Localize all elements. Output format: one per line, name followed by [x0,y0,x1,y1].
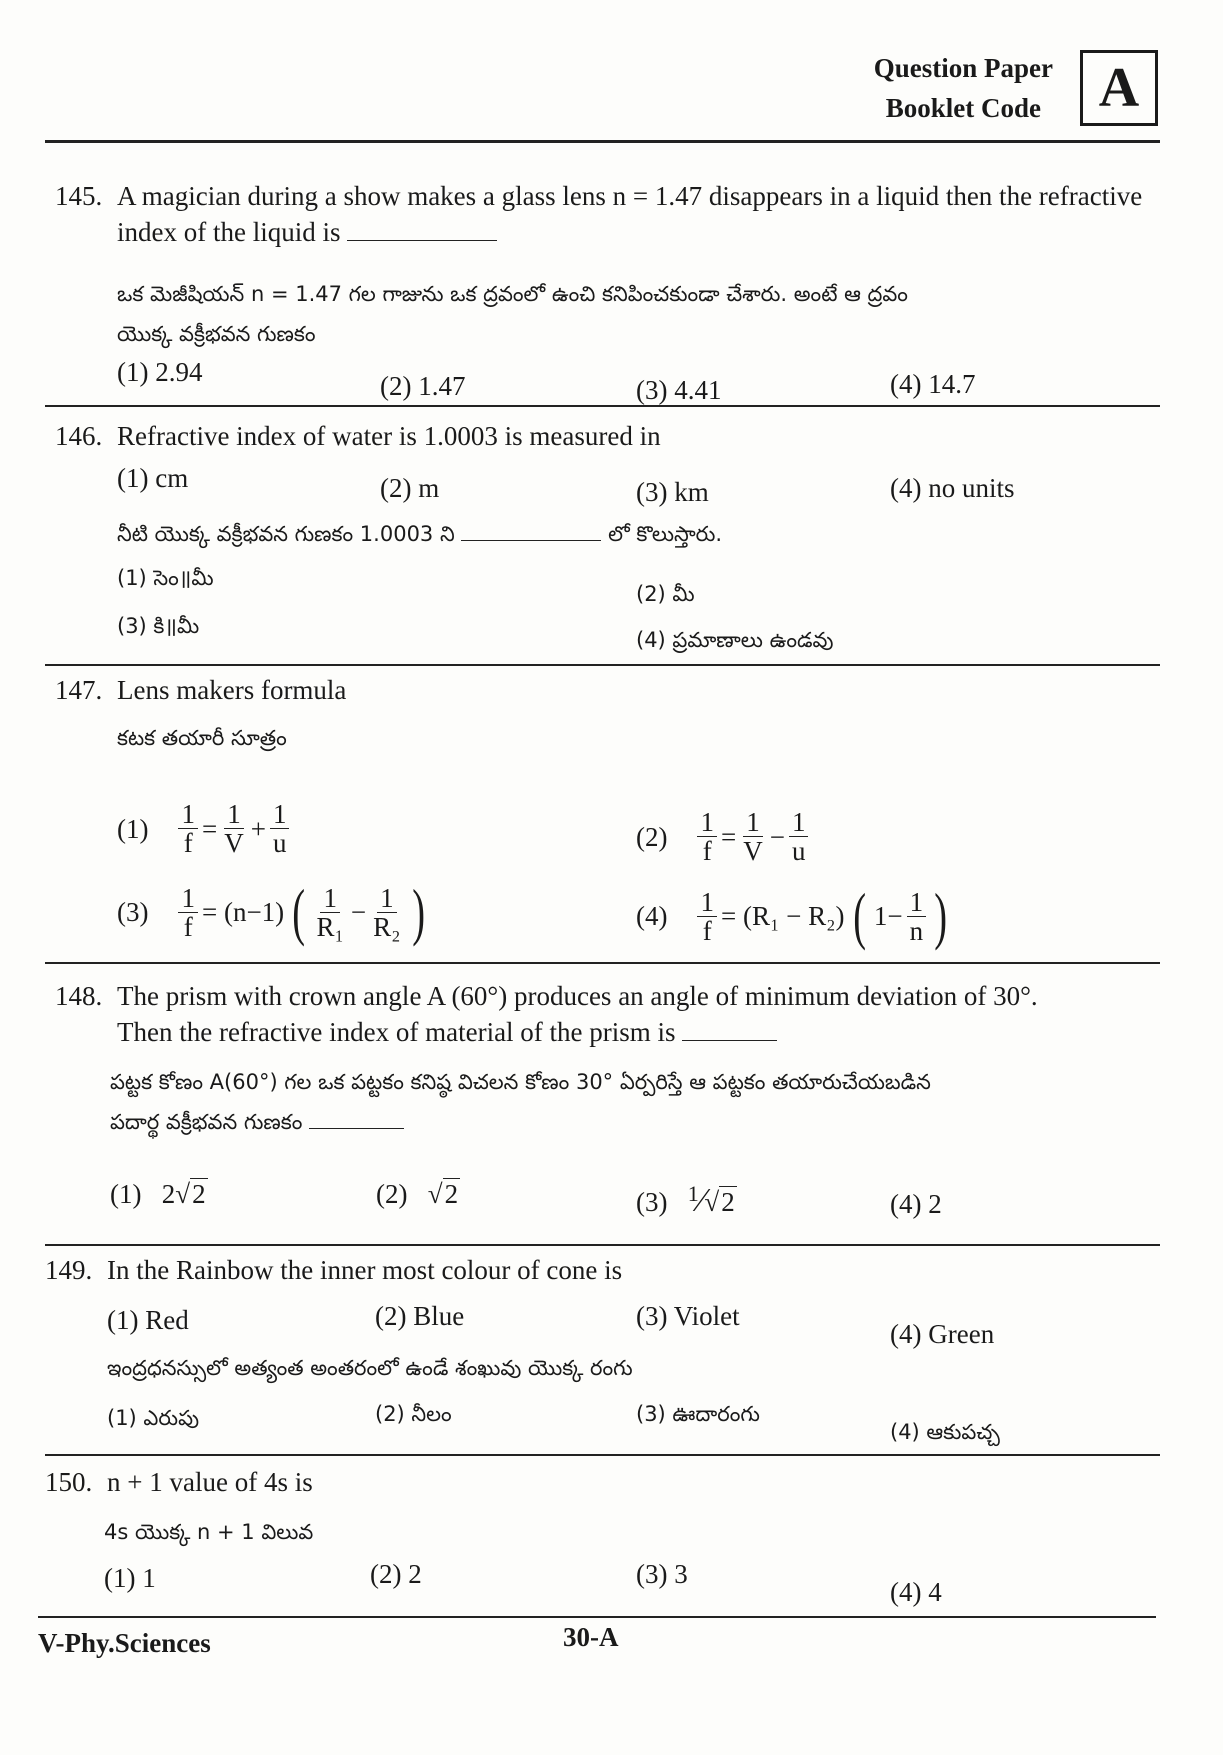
booklet-code-box: A [1080,50,1158,126]
question-text-te: పదార్థ వక్రీభవన గుణకం [110,1110,303,1134]
question-148-telugu [110,1062,1170,1142]
footer-subject: V-Phy.Sciences [38,1628,211,1658]
option-label: (1) [117,813,149,844]
question-text-en: The prism with crown angle A (60°) produces an angle of minimum deviation of 30°. [117,981,1038,1011]
option-4: (4) 4 [890,1577,942,1607]
header-line2: Booklet Code [885,93,1041,123]
answer-blank [682,1016,777,1041]
question-number: 146. [55,421,103,451]
option-2: (2) Blue [375,1301,465,1331]
question-divider [45,962,1160,964]
option-4-te: (4) ఆకుపచ్చ [890,1420,1000,1444]
question-146-telugu [117,514,1167,554]
option-3: (3) 4.41 [636,375,722,405]
question-number: 148. [55,981,103,1011]
question-text-te: పట్టక కోణం A(60°) గల ఒక పట్టకం కనిష్ఠ విచలన కోణం 30° ఏర్పరిస్తే ఆ పట్టకం తయారుచేయబడిన [110,1070,931,1094]
fraction: $\frac{1}{f}$ [178,884,198,941]
question-148 [55,978,1165,1050]
question-text-en: Then the refractive index of material of the prism is [117,1017,676,1047]
question-text-te: 4s యొక్క n + 1 విలువ [104,1520,314,1544]
question-divider [45,664,1160,666]
option-1-te: (1) సెం॥మీ [117,566,214,590]
option-2: (2) 2 [370,1559,422,1589]
question-text-en: Lens makers formula [117,675,347,705]
question-145-telugu [117,274,1167,354]
answer-blank [309,1104,404,1129]
footer-divider [38,1616,1156,1618]
formula-option-3: (3) $\frac{1}{f}$ = (n−1) ( $\frac{1}{\text{R₁}}$ − $\frac{1}{\text{R₂}}$ ) [117,876,425,947]
option-4: (4) Green [890,1319,995,1349]
question-number: 149. [45,1255,93,1285]
question-number: 145. [55,181,103,211]
question-text-te: యొక్క వక్రీభవన గుణకం [117,322,316,346]
question-text-en: Refractive index of water is 1.0003 is measured in [117,421,661,451]
option-1-te: (1) ఎరుపు [107,1406,200,1430]
option-1: (1) cm [117,463,189,493]
page-number: 30-A [563,1622,619,1652]
question-divider [45,1244,1160,1246]
question-text-te: ఒక మెజీషియన్ n = 1.47 గల గాజును ఒక ద్రవంలో ఉంచి కనిపించకుండా చేశారు. అంటే ఆ ద్రవం [117,282,908,306]
question-number: 147. [55,675,103,705]
option-4: (4) 2 [890,1189,942,1219]
question-145 [55,178,1165,250]
question-text-te: నీటి యొక్క వక్రీభవన గుణకం 1.0003 ని [117,522,455,546]
option-2-te: (2) మీ [636,582,695,606]
fraction: $\frac{1}{V}$ [224,799,244,858]
option-1: (1) Red [107,1305,189,1335]
question-divider [45,1454,1160,1456]
question-text-en: n + 1 value of 4s is [107,1467,313,1497]
question-text-en: In the Rainbow the inner most colour of cone is [107,1255,623,1285]
header-line1: Question Paper [873,53,1053,83]
question-150 [45,1464,313,1500]
option-label: (4) [636,901,668,931]
option-1: (1) 2√2 [110,1179,206,1209]
fraction: $\frac{1}{V}$ [743,807,763,866]
option-label: (2) [636,821,668,852]
fraction: $\frac{1}{\text{R₂}}$ [373,882,401,942]
option-3: (3) km [636,477,709,507]
question-147 [55,672,346,708]
question-149 [45,1252,622,1288]
fraction: $\frac{1}{f}$ [178,800,198,857]
option-label: (3) [117,897,149,927]
booklet-code-label [874,48,1053,128]
fraction: $\frac{1}{u}$ [270,800,290,857]
option-2-te: (2) నీలం [375,1402,452,1426]
formula-option-1: (1) $\frac{1}{f}$ = $\frac{1}{V}$ + $\frac{1}{u}$ [117,800,289,857]
question-divider [45,405,1160,407]
option-2: (2) √2 [376,1179,459,1209]
option-3: (3) Violet [636,1301,740,1331]
fraction: $\frac{1}{f}$ [697,888,717,945]
option-4: (4) no units [890,473,1015,503]
question-text-en: index of the liquid is [117,217,341,247]
question-number: 150. [45,1467,93,1497]
option-4: (4) 14.7 [890,369,976,399]
option-3: (3) $^1$⁄√2 [636,1181,735,1219]
answer-blank [461,516,601,541]
option-4-te: (4) ప్రమాణాలు ఉండవు [636,628,834,652]
option-3-te: (3) ఊదారంగు [636,1402,760,1426]
formula-option-2: (2) $\frac{1}{f}$ = $\frac{1}{V}$ − $\frac{1}{u}$ [636,808,808,865]
fraction: $\frac{1}{n}$ [907,888,927,945]
question-146 [55,418,661,454]
option-3-te: (3) కి॥మీ [117,614,200,638]
question-text-te: లో కొలుస్తారు. [608,522,723,546]
fraction: $\frac{1}{\text{R₁}}$ [316,882,344,942]
option-3: (3) 3 [636,1559,688,1589]
fraction: $\frac{1}{u}$ [789,808,809,865]
question-text-te: కటక తయారీ సూత్రం [117,726,287,750]
option-2: (2) 1.47 [380,371,466,401]
question-text-te: ఇంద్రధనస్సులో అత్యంత అంతరంలో ఉండే శంఖువు యొక్క రంగు [107,1356,633,1380]
option-1: (1) 2.94 [117,357,203,387]
option-2: (2) m [380,473,440,503]
fraction: $\frac{1}{f}$ [697,808,717,865]
answer-blank [347,216,497,241]
header-divider [45,140,1160,143]
option-1: (1) 1 [104,1563,156,1593]
formula-option-4: (4) $\frac{1}{f}$ = (R₁ − R₂) ( 1− $\frac{1}{n}$ ) [636,880,948,951]
question-text-en: A magician during a show makes a glass lens n = 1.47 disappears in a liquid then the refractive [117,181,1143,211]
